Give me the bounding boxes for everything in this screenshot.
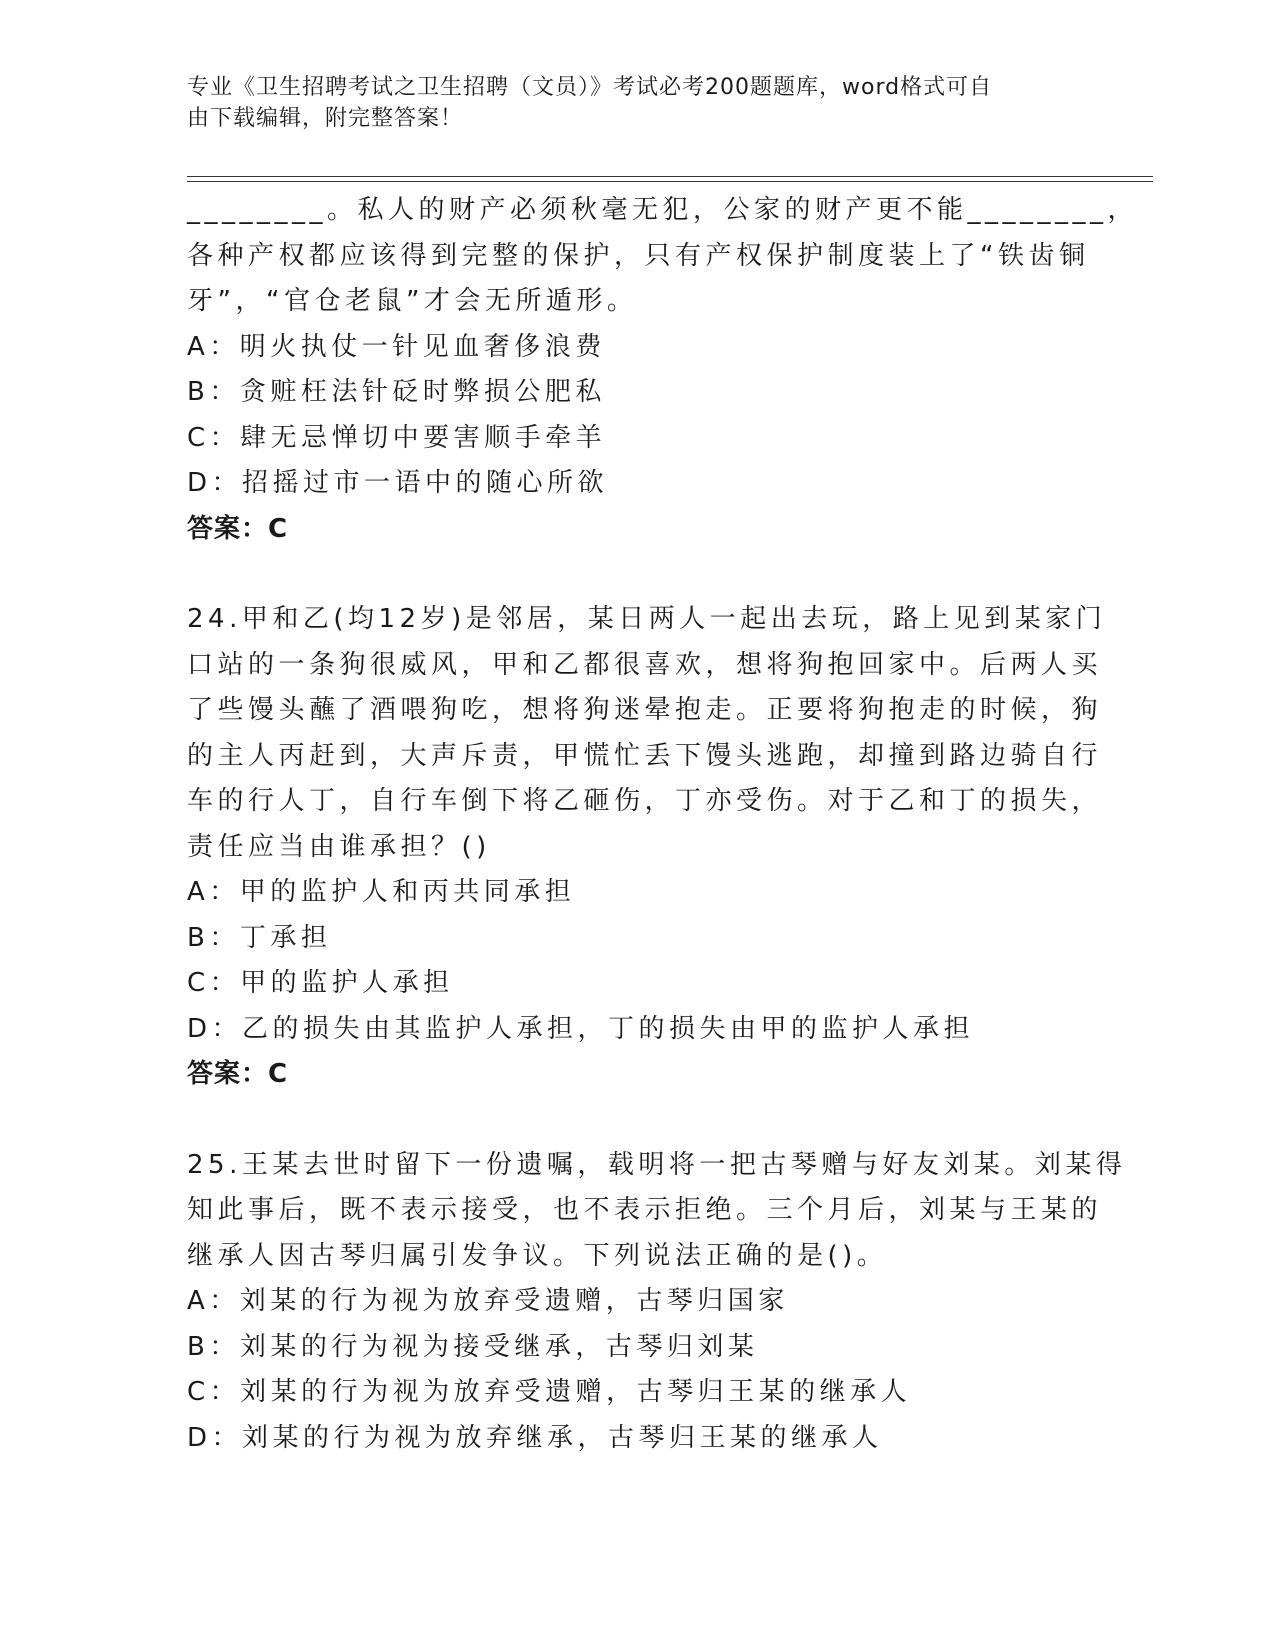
answer-label: 答案：C: [187, 513, 289, 544]
header-line: 专业《卫生招聘考试之卫生招聘（文员）》考试必考200题题库，word格式可自: [187, 75, 993, 100]
question-25: [187, 1143, 1127, 1462]
option-d: D：刘某的行为视为放弃继承，古琴归王某的继承人: [187, 1422, 883, 1453]
header-line: 由下载编辑，附完整答案！: [187, 106, 464, 131]
option-b: B：刘某的行为视为接受继承，古琴归刘某: [187, 1331, 759, 1362]
answer-label: 答案：C: [187, 1059, 289, 1089]
option-d: D：招摇过市一语中的随心所欲: [187, 468, 609, 498]
header-divider-bottom: [187, 181, 1153, 182]
question-stem-line: 25.王某去世时留下一份遗嘱，载明将一把古琴赠与好友刘某。刘某得: [187, 1149, 1127, 1180]
question-stem-line: 的主人丙赶到，大声斥责，甲慌忙丢下馒头逃跑，却撞到路边骑自行: [187, 740, 1103, 771]
header-divider-top: [187, 176, 1153, 177]
question-stem-line: 知此事后，既不表示接受，也不表示拒绝。三个月后，刘某与王某的: [187, 1195, 1103, 1225]
option-a: A：刘某的行为视为放弃受遗赠，古琴归国家: [187, 1286, 789, 1316]
option-b: B：贪赃枉法针砭时弊损公肥私: [187, 377, 606, 407]
document-body: [187, 188, 1139, 1461]
option-c: C：刘某的行为视为放弃受遗赠，古琴归王某的继承人: [187, 1377, 912, 1407]
question-stem-line: 24.甲和乙(均12岁)是邻居，某日两人一起出去玩，路上见到某家门: [187, 604, 1107, 634]
option-b: B：丁承担: [187, 922, 332, 953]
question-stem-line: 各种产权都应该得到完整的保护，只有产权保护制度装上了“铁齿铜: [187, 240, 1090, 271]
document-header: [187, 72, 1067, 134]
question-stem-line: 车的行人丁，自行车倒下将乙砸伤，丁亦受伤。对于乙和丁的损失，: [187, 786, 1103, 816]
option-d: D：乙的损失由其监护人承担，丁的损失由甲的监护人承担: [187, 1013, 975, 1044]
question-24: [187, 597, 1107, 1098]
option-a: A：甲的监护人和丙共同承担: [187, 877, 576, 907]
question-23: [187, 188, 1139, 552]
question-stem-line: 牙”，“官仓老鼠”才会无所遁形。: [187, 286, 638, 316]
option-c: C：甲的监护人承担: [187, 968, 454, 998]
option-c: C：肆无忌惮切中要害顺手牵羊: [187, 422, 607, 453]
option-a: A：明火执仗一针见血奢侈浪费: [187, 331, 606, 362]
question-stem-line: 了些馒头蘸了酒喂狗吃，想将狗迷晕抱走。正要将狗抱走的时候，狗: [187, 695, 1103, 725]
question-stem-line: 继承人因古琴归属引发争议。下列说法正确的是()。: [187, 1240, 888, 1271]
question-stem-line: 口站的一条狗很威风，甲和乙都很喜欢，想将狗抱回家中。后两人买: [187, 649, 1103, 680]
question-stem-line: ________。私人的财产必须秋毫无犯，公家的财产更不能________，: [187, 195, 1139, 225]
question-stem-line: 责任应当由谁承担？(): [187, 831, 491, 862]
